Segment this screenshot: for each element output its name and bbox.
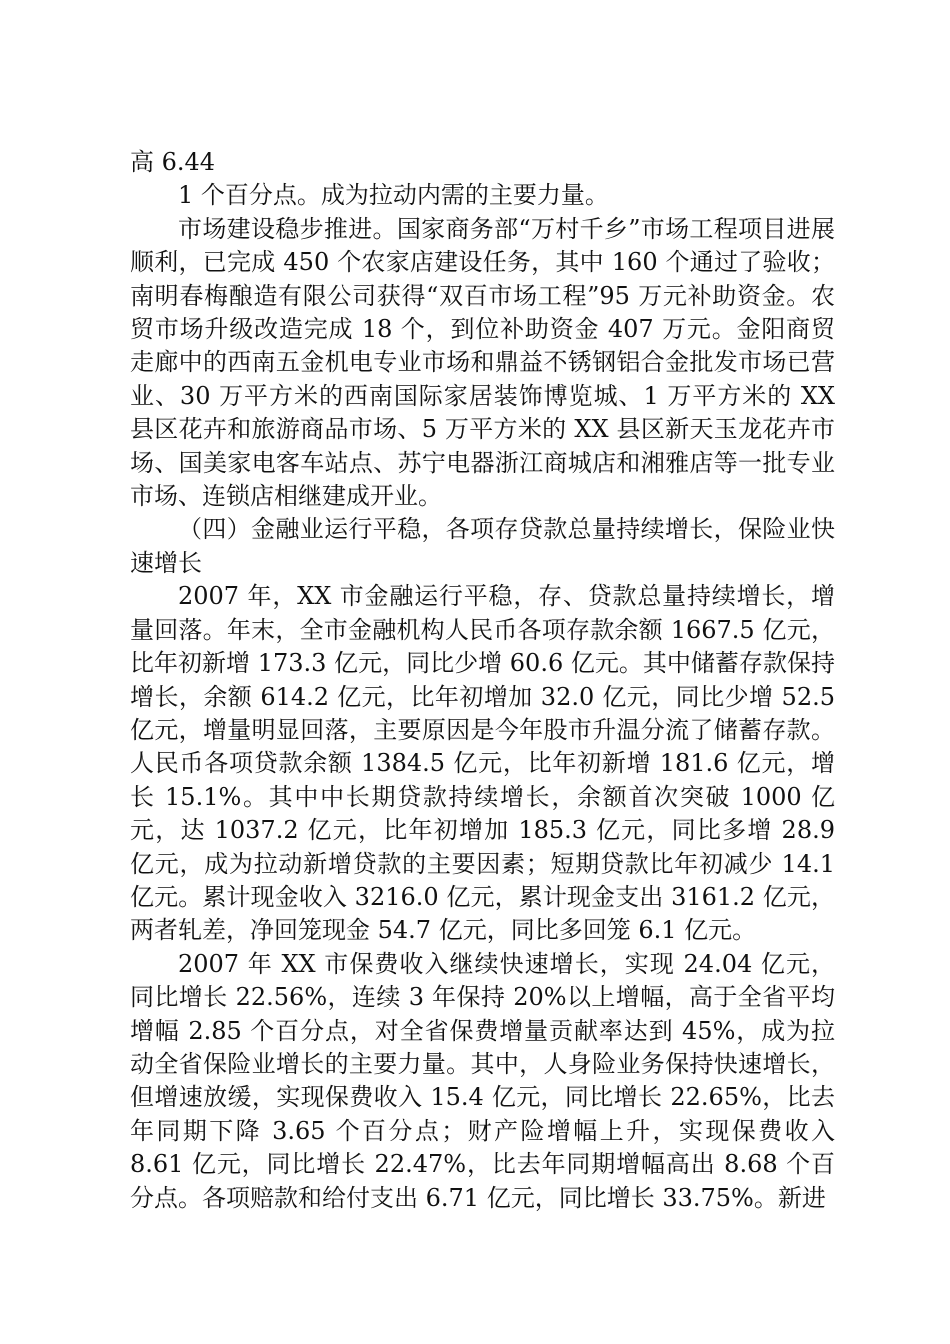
paragraph: 1 个百分点。成为拉动内需的主要力量。 xyxy=(178,181,609,210)
paragraph-finance: 2007 年，XX 市金融运行平稳，存、贷款总量持续增长，增量回落。年末，全市金融机构人民币各项存款余额 1667.5 亿元，比年初新增 173.3 亿元，同比少增 60.6 亿元。其中储蓄存款保持增长，余额 614.2 亿元，比年初增加 32.0 亿元，同比少增 52.5 亿元，增量明显回落，主要原因是今年股市升温分流了储蓄存款。人民币各项贷款余额 1384.5 亿元，比年初新增 181.6 亿元，增长 15.1%。其中中长期贷款持续增长，余额首次突破 1000 亿元，达 1037.2 亿元，比年初增加 185.3 亿元，同比多增 28.9 亿元，成为拉动新增贷款的主要因素；短期贷款比年初减少 14.1 亿元。累计现金收入 3216.0 亿元，累计现金支出 3161.2 亿元，两者轧差，净回笼现金 54.7 亿元，同比多回笼 6.1 亿元。 xyxy=(130,582,835,945)
section-heading-finance: （四）金融业运行平稳，各项存贷款总量持续增长，保险业快速增长 xyxy=(130,515,835,577)
paragraph-market-construction: 市场建设稳步推进。国家商务部“万村千乡”市场工程项目进展顺利，已完成 450 个农家店建设任务，其中 160 个通过了验收；南明春梅酿造有限公司获得“双百市场工程”95 万元补助资金。农贸市场升级改造完成 18 个，到位补助资金 407 万元。金阳商贸走廊中的西南五金机电专业市场和鼎益不锈钢铝合金批发市场已营业、30 万平方米的西南国际家居装饰博览城、1 万平方米的 XX 县区花卉和旅游商品市场、5 万平方米的 XX 县区新天玉龙花卉市场、国美家电客车站点、苏宁电器浙江商城店和湘雅店等一批专业市场、连锁店相继建成开业。 xyxy=(130,214,835,511)
document-body xyxy=(130,146,835,1215)
paragraph-fragment: 高 6.44 xyxy=(130,148,216,176)
paragraph-insurance: 2007 年 XX 市保费收入继续快速增长，实现 24.04 亿元，同比增长 22.56%，连续 3 年保持 20%以上增幅，高于全省平均增幅 2.85 个百分点，对全省保费增量贡献率达到 45%，成为拉动全省保险业增长的主要力量。其中，人身险业务保持快速增长，但增速放缓，实现保费收入 15.4 亿元，同比增长 22.65%，比去年同期下降 3.65 个百分点；财产险增幅上升，实现保费收入 8.61 亿元，同比增长 22.47%，比去年同期增幅高出 8.68 个百分点。各项赔款和给付支出 6.71 亿元，同比增长 33.75%。新进 xyxy=(130,949,835,1212)
